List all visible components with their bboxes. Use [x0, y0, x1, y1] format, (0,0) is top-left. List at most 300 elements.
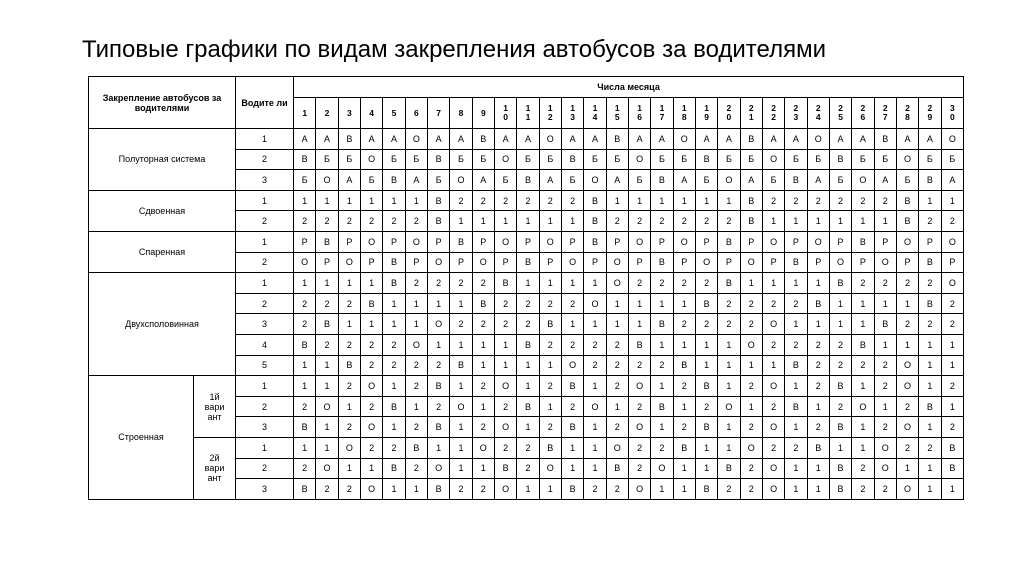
- schedule-cell: О: [539, 129, 561, 150]
- schedule-cell: 1: [673, 334, 695, 355]
- schedule-cell: В: [561, 149, 583, 170]
- schedule-cell: О: [294, 252, 316, 273]
- schedule-cell: О: [427, 458, 449, 479]
- schedule-cell: В: [427, 376, 449, 397]
- schedule-cell: В: [651, 170, 673, 191]
- schedule-cell: 1: [919, 376, 941, 397]
- schedule-cell: В: [472, 293, 494, 314]
- day-header: 2: [316, 98, 338, 129]
- schedule-cell: Р: [695, 231, 717, 252]
- schedule-cell: О: [762, 231, 784, 252]
- schedule-cell: О: [628, 479, 650, 500]
- schedule-cell: А: [673, 170, 695, 191]
- schedule-cell: Б: [785, 149, 807, 170]
- schedule-cell: В: [718, 231, 740, 252]
- schedule-cell: О: [472, 437, 494, 458]
- schedule-cell: Р: [294, 231, 316, 252]
- day-header: 7: [427, 98, 449, 129]
- schedule-cell: В: [695, 293, 717, 314]
- schedule-cell: О: [941, 129, 964, 150]
- schedule-cell: 2: [874, 417, 896, 438]
- schedule-cell: 2: [941, 376, 964, 397]
- schedule-cell: В: [740, 211, 762, 232]
- schedule-cell: Б: [316, 149, 338, 170]
- schedule-cell: О: [606, 273, 628, 294]
- schedule-cell: 2: [450, 479, 472, 500]
- schedule-cell: В: [852, 231, 874, 252]
- schedule-cell: В: [941, 458, 964, 479]
- schedule-cell: 2: [472, 190, 494, 211]
- schedule-cell: Б: [361, 170, 383, 191]
- schedule-cell: 2: [561, 293, 583, 314]
- schedule-cell: 1: [405, 293, 427, 314]
- schedule-cell: 2: [606, 334, 628, 355]
- schedule-cell: А: [472, 170, 494, 191]
- schedule-cell: О: [427, 252, 449, 273]
- schedule-cell: 2: [829, 355, 851, 376]
- schedule-cell: 1: [450, 417, 472, 438]
- schedule-cell: А: [807, 170, 829, 191]
- schedule-cell: 1: [472, 396, 494, 417]
- schedule-cell: 1: [628, 314, 650, 335]
- schedule-cell: О: [941, 231, 964, 252]
- schedule-cell: Б: [628, 170, 650, 191]
- schedule-cell: 1: [539, 355, 561, 376]
- schedule-cell: Б: [517, 149, 539, 170]
- schedule-cell: В: [294, 334, 316, 355]
- schedule-cell: В: [561, 417, 583, 438]
- schedule-cell: В: [584, 190, 606, 211]
- schedule-cell: О: [762, 417, 784, 438]
- day-header: 3: [338, 98, 360, 129]
- schedule-cell: Б: [472, 149, 494, 170]
- day-header: 1 0: [494, 98, 516, 129]
- schedule-cell: 1: [941, 355, 964, 376]
- schedule-cell: В: [606, 458, 628, 479]
- schedule-cell: 1: [517, 376, 539, 397]
- schedule-cell: Б: [852, 149, 874, 170]
- schedule-cell: 2: [807, 190, 829, 211]
- schedule-cell: 2: [919, 314, 941, 335]
- schedule-cell: В: [517, 170, 539, 191]
- schedule-cell: 2: [941, 293, 964, 314]
- schedule-cell: В: [785, 252, 807, 273]
- schedule-cell: А: [294, 129, 316, 150]
- schedule-cell: В: [896, 190, 918, 211]
- schedule-cell: 2: [383, 437, 405, 458]
- schedule-cell: А: [941, 170, 964, 191]
- schedule-cell: 1: [695, 458, 717, 479]
- day-header: 2 1: [740, 98, 762, 129]
- schedule-cell: В: [450, 231, 472, 252]
- schedule-cell: 2: [517, 190, 539, 211]
- schedule-cell: 1: [651, 190, 673, 211]
- schedule-cell: 2: [383, 355, 405, 376]
- schedule-cell: 1: [427, 437, 449, 458]
- schedule-cell: В: [852, 334, 874, 355]
- driver-number: 1: [236, 437, 294, 458]
- schedule-cell: О: [896, 231, 918, 252]
- schedule-cell: 2: [539, 417, 561, 438]
- schedule-cell: О: [896, 479, 918, 500]
- schedule-cell: 1: [316, 273, 338, 294]
- schedule-cell: Р: [472, 231, 494, 252]
- schedule-cell: 2: [651, 355, 673, 376]
- schedule-cell: 2: [427, 273, 449, 294]
- schedule-cell: 1: [383, 417, 405, 438]
- schedule-cell: О: [316, 170, 338, 191]
- schedule-cell: 2: [740, 376, 762, 397]
- schedule-cell: 1: [584, 314, 606, 335]
- schedule-cell: 2: [606, 355, 628, 376]
- schedule-cell: О: [874, 458, 896, 479]
- schedule-cell: 1: [383, 190, 405, 211]
- schedule-cell: 2: [628, 273, 650, 294]
- group-name: Полуторная система: [89, 129, 236, 191]
- driver-number: 1: [236, 190, 294, 211]
- schedule-cell: 2: [405, 417, 427, 438]
- schedule-cell: 2: [450, 273, 472, 294]
- schedule-cell: А: [852, 129, 874, 150]
- schedule-cell: А: [919, 129, 941, 150]
- schedule-cell: О: [762, 314, 784, 335]
- schedule-cell: 2: [628, 458, 650, 479]
- schedule-cell: Р: [740, 231, 762, 252]
- schedule-cell: Р: [807, 252, 829, 273]
- schedule-cell: 2: [852, 355, 874, 376]
- schedule-cell: 2: [494, 190, 516, 211]
- schedule-cell: В: [517, 252, 539, 273]
- schedule-cell: О: [896, 376, 918, 397]
- day-header: 1 5: [606, 98, 628, 129]
- schedule-cell: 2: [405, 211, 427, 232]
- day-header: 2 2: [762, 98, 784, 129]
- schedule-cell: А: [383, 129, 405, 150]
- schedule-cell: Б: [561, 170, 583, 191]
- schedule-cell: О: [338, 437, 360, 458]
- schedule-cell: 1: [673, 479, 695, 500]
- schedule-cell: 1: [941, 190, 964, 211]
- schedule-cell: 2: [361, 211, 383, 232]
- schedule-cell: Р: [651, 231, 673, 252]
- day-header: 1: [294, 98, 316, 129]
- schedule-cell: 1: [807, 396, 829, 417]
- schedule-cell: 2: [941, 211, 964, 232]
- schedule-cell: Б: [762, 170, 784, 191]
- schedule-cell: В: [919, 293, 941, 314]
- schedule-cell: 2: [316, 211, 338, 232]
- schedule-cell: О: [718, 396, 740, 417]
- schedule-cell: 1: [450, 211, 472, 232]
- schedule-cell: 2: [874, 376, 896, 397]
- schedule-cell: Б: [740, 149, 762, 170]
- driver-number: 3: [236, 479, 294, 500]
- schedule-cell: 1: [673, 458, 695, 479]
- schedule-cell: О: [651, 458, 673, 479]
- schedule-cell: 2: [695, 314, 717, 335]
- schedule-cell: О: [740, 334, 762, 355]
- schedule-cell: В: [427, 479, 449, 500]
- schedule-cell: В: [919, 170, 941, 191]
- driver-number: 3: [236, 417, 294, 438]
- schedule-cell: 2: [383, 211, 405, 232]
- day-header: 1 8: [673, 98, 695, 129]
- schedule-cell: 1: [695, 437, 717, 458]
- schedule-cell: 1: [919, 355, 941, 376]
- schedule-cell: 2: [338, 293, 360, 314]
- schedule-cell: 1: [383, 314, 405, 335]
- schedule-cell: В: [673, 437, 695, 458]
- schedule-cell: О: [494, 376, 516, 397]
- schedule-cell: 1: [517, 211, 539, 232]
- schedule-cell: 2: [584, 355, 606, 376]
- schedule-cell: Р: [606, 231, 628, 252]
- schedule-cell: 1: [651, 417, 673, 438]
- schedule-cell: 2: [427, 355, 449, 376]
- schedule-cell: 2: [294, 211, 316, 232]
- schedule-cell: В: [427, 149, 449, 170]
- schedule-cell: В: [695, 479, 717, 500]
- schedule-cell: В: [740, 190, 762, 211]
- schedule-cell: А: [695, 129, 717, 150]
- driver-number: 1: [236, 376, 294, 397]
- day-header: 1 6: [628, 98, 650, 129]
- schedule-cell: 1: [673, 293, 695, 314]
- schedule-cell: 1: [427, 334, 449, 355]
- schedule-cell: 2: [472, 479, 494, 500]
- schedule-cell: В: [584, 231, 606, 252]
- schedule-cell: В: [651, 396, 673, 417]
- day-header: 6: [405, 98, 427, 129]
- schedule-cell: 1: [807, 211, 829, 232]
- schedule-cell: О: [361, 376, 383, 397]
- schedule-cell: 1: [651, 334, 673, 355]
- table-row: [89, 376, 964, 397]
- schedule-cell: 2: [427, 396, 449, 417]
- schedule-cell: 2: [941, 417, 964, 438]
- schedule-table: [88, 76, 964, 500]
- schedule-cell: В: [294, 149, 316, 170]
- day-header: 2 0: [718, 98, 740, 129]
- schedule-cell: 1: [852, 437, 874, 458]
- schedule-cell: В: [539, 437, 561, 458]
- schedule-cell: О: [494, 231, 516, 252]
- schedule-cell: 2: [628, 211, 650, 232]
- schedule-cell: В: [785, 355, 807, 376]
- schedule-cell: 2: [494, 314, 516, 335]
- table-row: [89, 231, 964, 252]
- schedule-cell: А: [785, 129, 807, 150]
- schedule-cell: В: [361, 293, 383, 314]
- schedule-cell: 1: [718, 437, 740, 458]
- schedule-cell: О: [361, 479, 383, 500]
- schedule-cell: 2: [494, 437, 516, 458]
- schedule-cell: 2: [785, 293, 807, 314]
- schedule-cell: 1: [517, 479, 539, 500]
- schedule-cell: 1: [896, 458, 918, 479]
- schedule-cell: В: [941, 437, 964, 458]
- schedule-cell: 1: [584, 376, 606, 397]
- schedule-cell: 1: [517, 417, 539, 438]
- schedule-cell: Р: [718, 252, 740, 273]
- schedule-cell: 2: [450, 314, 472, 335]
- schedule-cell: 2: [472, 417, 494, 438]
- schedule-cell: О: [807, 129, 829, 150]
- schedule-cell: А: [874, 170, 896, 191]
- schedule-cell: 2: [785, 437, 807, 458]
- schedule-cell: А: [740, 170, 762, 191]
- schedule-cell: В: [829, 149, 851, 170]
- schedule-cell: О: [316, 458, 338, 479]
- schedule-cell: 2: [294, 396, 316, 417]
- schedule-cell: В: [294, 479, 316, 500]
- schedule-cell: А: [539, 170, 561, 191]
- schedule-cell: 1: [427, 293, 449, 314]
- schedule-cell: 1: [316, 190, 338, 211]
- schedule-cell: 1: [294, 273, 316, 294]
- schedule-cell: 2: [852, 479, 874, 500]
- day-header: 9: [472, 98, 494, 129]
- schedule-cell: 2: [338, 334, 360, 355]
- schedule-cell: А: [517, 129, 539, 150]
- schedule-cell: В: [383, 458, 405, 479]
- schedule-cell: Б: [829, 170, 851, 191]
- schedule-cell: 2: [361, 355, 383, 376]
- schedule-cell: 2: [874, 190, 896, 211]
- schedule-cell: О: [628, 149, 650, 170]
- schedule-cell: Б: [294, 170, 316, 191]
- schedule-cell: 1: [561, 437, 583, 458]
- schedule-cell: 1: [584, 417, 606, 438]
- schedule-cell: 1: [718, 417, 740, 438]
- schedule-cell: В: [785, 170, 807, 191]
- schedule-cell: Б: [405, 149, 427, 170]
- schedule-cell: 1: [829, 314, 851, 335]
- day-header: 3 0: [941, 98, 964, 129]
- schedule-cell: 2: [852, 190, 874, 211]
- schedule-cell: 1: [584, 458, 606, 479]
- schedule-cell: О: [405, 231, 427, 252]
- page-title: Типовые графики по видам закрепления автобусов за водителями: [82, 36, 826, 63]
- schedule-cell: 2: [785, 334, 807, 355]
- schedule-cell: 1: [294, 437, 316, 458]
- schedule-cell: 2: [294, 293, 316, 314]
- schedule-cell: О: [874, 252, 896, 273]
- header-driver: Водите ли: [236, 77, 294, 129]
- schedule-cell: 1: [874, 396, 896, 417]
- schedule-cell: В: [383, 170, 405, 191]
- schedule-cell: 2: [829, 334, 851, 355]
- schedule-cell: Р: [785, 231, 807, 252]
- schedule-cell: О: [896, 417, 918, 438]
- schedule-cell: 1: [941, 396, 964, 417]
- day-header: 2 9: [919, 98, 941, 129]
- schedule-cell: О: [628, 231, 650, 252]
- schedule-cell: А: [584, 129, 606, 150]
- driver-number: 2: [236, 458, 294, 479]
- schedule-cell: 1: [785, 479, 807, 500]
- driver-number: 2: [236, 252, 294, 273]
- schedule-cell: 1: [338, 273, 360, 294]
- schedule-cell: Б: [807, 149, 829, 170]
- schedule-cell: О: [338, 252, 360, 273]
- schedule-cell: 1: [383, 479, 405, 500]
- schedule-cell: О: [740, 437, 762, 458]
- schedule-cell: 1: [651, 376, 673, 397]
- schedule-cell: 1: [829, 211, 851, 232]
- schedule-cell: 1: [584, 437, 606, 458]
- schedule-cell: 2: [695, 273, 717, 294]
- schedule-cell: А: [896, 129, 918, 150]
- variant-name: 2й вари ант: [194, 437, 236, 499]
- schedule-cell: О: [628, 417, 650, 438]
- schedule-cell: О: [361, 231, 383, 252]
- table-row: [89, 273, 964, 294]
- schedule-cell: 2: [338, 376, 360, 397]
- schedule-cell: 2: [584, 334, 606, 355]
- schedule-cell: Б: [718, 149, 740, 170]
- schedule-cell: В: [896, 211, 918, 232]
- schedule-cell: О: [494, 479, 516, 500]
- schedule-cell: 2: [606, 417, 628, 438]
- schedule-cell: Р: [673, 252, 695, 273]
- schedule-cell: 2: [695, 211, 717, 232]
- schedule-cell: 1: [494, 355, 516, 376]
- schedule-cell: Р: [338, 231, 360, 252]
- schedule-cell: О: [584, 396, 606, 417]
- day-header: 1 9: [695, 98, 717, 129]
- schedule-cell: 1: [561, 211, 583, 232]
- header-days-caption: Числа месяца: [294, 77, 964, 98]
- schedule-cell: 1: [673, 190, 695, 211]
- schedule-cell: 1: [405, 314, 427, 335]
- schedule-cell: В: [427, 211, 449, 232]
- schedule-cell: 2: [740, 293, 762, 314]
- schedule-cell: О: [539, 231, 561, 252]
- schedule-cell: 1: [829, 437, 851, 458]
- schedule-cell: 1: [807, 479, 829, 500]
- schedule-cell: В: [606, 129, 628, 150]
- schedule-cell: 1: [718, 334, 740, 355]
- schedule-cell: 2: [874, 355, 896, 376]
- schedule-cell: 2: [718, 211, 740, 232]
- schedule-cell: В: [338, 355, 360, 376]
- schedule-cell: 2: [896, 314, 918, 335]
- schedule-cell: О: [807, 231, 829, 252]
- schedule-cell: Р: [852, 252, 874, 273]
- schedule-cell: 1: [852, 293, 874, 314]
- schedule-cell: В: [316, 314, 338, 335]
- schedule-cell: Б: [874, 149, 896, 170]
- schedule-cell: О: [852, 396, 874, 417]
- schedule-cell: Р: [450, 252, 472, 273]
- schedule-cell: О: [561, 252, 583, 273]
- schedule-cell: 2: [740, 314, 762, 335]
- schedule-cell: 2: [338, 417, 360, 438]
- schedule-cell: 1: [294, 355, 316, 376]
- schedule-cell: 1: [450, 458, 472, 479]
- schedule-cell: 2: [606, 479, 628, 500]
- day-header: 2 5: [829, 98, 851, 129]
- schedule-cell: 1: [628, 293, 650, 314]
- schedule-cell: 1: [718, 376, 740, 397]
- schedule-cell: О: [450, 396, 472, 417]
- schedule-cell: 2: [896, 396, 918, 417]
- schedule-cell: 2: [316, 479, 338, 500]
- schedule-cell: А: [338, 170, 360, 191]
- schedule-cell: 1: [316, 355, 338, 376]
- schedule-cell: О: [695, 252, 717, 273]
